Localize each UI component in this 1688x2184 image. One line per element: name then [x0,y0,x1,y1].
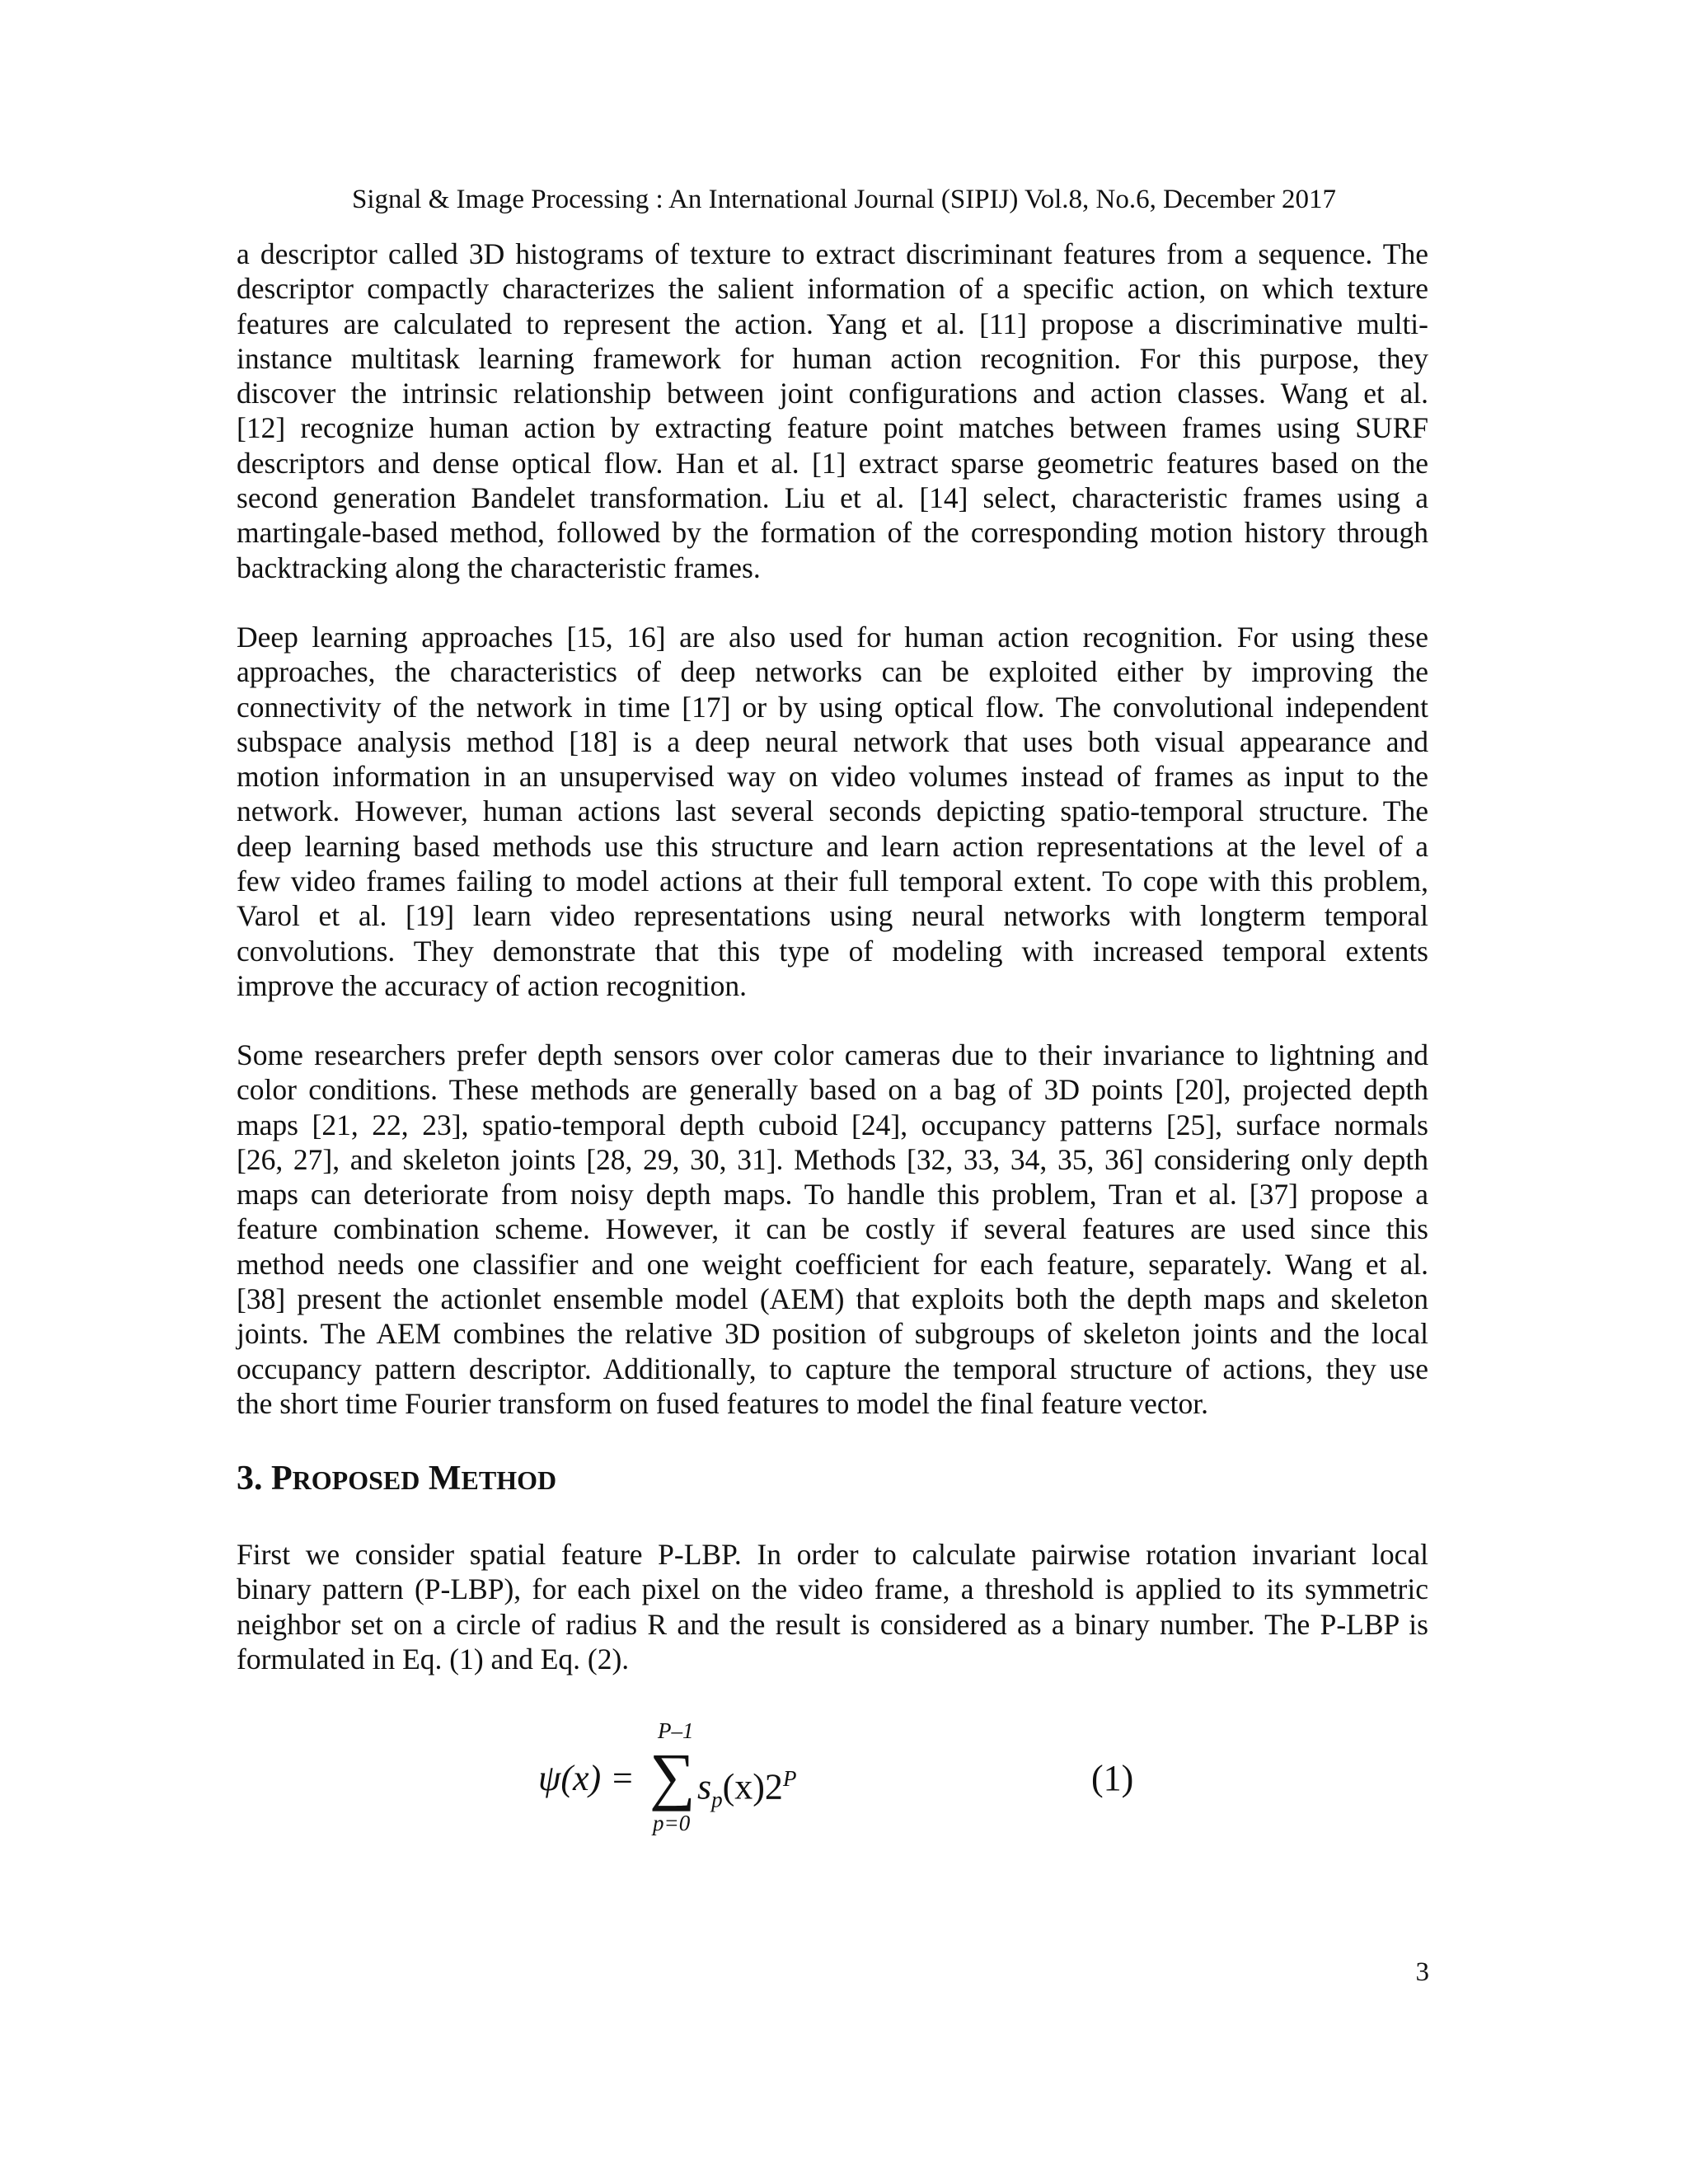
text-line: connectivity of the network in time [17] or by using optical flow. The convolutional independent [237,690,1428,724]
text-line: Deep learning approaches [15, 16] are also used for human action recognition. For using these [237,621,1428,654]
body-paragraph [237,620,1428,1003]
section-heading [237,1458,556,1501]
text-line: method needs one classifier and one weight coefficient for each feature, separately. Wang et al. [237,1247,1428,1281]
text-line: Varol et al. [19] learn video representations using neural networks with longterm temporal [237,899,1428,933]
text-line: second generation Bandelet transformation. Liu et al. [14] select, characteristic frames using a [237,481,1428,515]
text-line: motion information in an unsupervised way on video volumes instead of frames as input to the [237,760,1428,794]
equation-lhs [538,1758,635,1799]
text-line: improve the accuracy of action recognition. [237,968,748,1002]
text-line: convolutions. They demonstrate that this type of modeling with increased temporal extents [237,934,1428,968]
text-line: Some researchers prefer depth sensors over color cameras due to their invariance to lightning and [237,1038,1428,1071]
body-paragraph [237,1038,1428,1421]
text-line: descriptors and dense optical flow. Han et al. [1] extract sparse geometric features based on the [237,446,1428,480]
text-line: approaches, the characteristics of deep networks can be exploited either by improving the [237,655,1428,689]
text-line: features are calculated to represent the action. Yang et al. [11] propose a discriminative multi- [237,307,1428,340]
text-line: deep learning based methods use this structure and learn action representations at the level of a [237,829,1428,863]
text-line: discover the intrinsic relationship between joint configurations and action classes. Wang et al. [237,377,1428,410]
text-line: network. However, human actions last several seconds depicting spatio-temporal structure. The [237,794,1428,828]
heading-word-rest: ROPOSED [292,1465,420,1495]
equation-rhs [697,1758,796,1820]
text-line: backtracking along the characteristic frames. [237,551,761,584]
summation-symbol: ∑ [649,1740,696,1811]
text-line: the short time Fourier transform on fused features to model the final feature vector. [237,1386,1209,1420]
equation-number: (1) [1091,1758,1134,1798]
text-line: color conditions. These methods are generally based on a bag of 3D points [20], projected depth [237,1073,1428,1107]
equation-body [528,1718,857,1842]
text-line: subspace analysis method [18] is a deep neural network that uses both visual appearance and [237,724,1428,758]
text-line: [26, 27], and skeleton joints [28, 29, 30, 31]. Methods [32, 33, 34, 35, 36] considering only depth [237,1142,1428,1176]
term-arg: (x)2 [722,1766,783,1807]
term-subscript: p [711,1787,723,1812]
term-s: s [697,1766,712,1807]
text-line: feature combination scheme. However, it can be costly if several features are used since this [237,1212,1428,1246]
text-line: descriptor compactly characterizes the salient information of a specific action, on which texture [237,272,1428,306]
equation-1 [528,1718,1154,1842]
text-line: a descriptor called 3D histograms of texture to extract discriminant features from a sequence. The [237,237,1428,270]
text-line: joints. The AEM combines the relative 3D position of subgroups of skeleton joints and the local [237,1317,1428,1351]
text-line: maps can deteriorate from noisy depth maps. To handle this problem, Tran et al. [37] propose a [237,1178,1428,1212]
body-paragraph [237,1537,1428,1676]
text-line: binary pattern (P-LBP), for each pixel on the video frame, a threshold is applied to its symmetric [237,1572,1428,1606]
body-paragraph [237,237,1428,585]
text-line: few video frames failing to model actions at their full temporal extent. To cope with this problem, [237,865,1428,898]
text-line: occupancy pattern descriptor. Additionally, to capture the temporal structure of actions, they use [237,1352,1428,1385]
page-number: 3 [1415,1957,1429,1987]
text-line: instance multitask learning framework for human action recognition. For this purpose, they [237,341,1428,375]
heading-word-rest: ETHOD [461,1465,557,1495]
text-line: maps [21, 22, 23], spatio-temporal depth cuboid [24], occupancy patterns [25], surface normals [237,1108,1428,1141]
text-line: First we consider spatial feature P-LBP. In order to calculate pairwise rotation invariant local [237,1538,1428,1571]
text-line: [12] recognize human action by extracting feature point matches between frames using SURF [237,411,1428,445]
heading-word-cap: P [271,1460,293,1497]
section-number: 3. [237,1460,263,1497]
psi-symbol: ψ [538,1758,561,1798]
sum-lower-limit: p=0 [653,1811,691,1835]
text-line: martingale-based method, followed by the formation of the corresponding motion history through [237,516,1428,550]
heading-word-cap: M [428,1460,462,1497]
running-header: Signal & Image Processing : An International Journal (SIPIJ) Vol.8, No.6, December 2017 [352,185,1336,214]
term-superscript: P [782,1766,797,1791]
sum-upper-limit: P–1 [658,1718,694,1743]
equation-lhs-arg: (x) = [560,1758,635,1798]
text-line: formulated in Eq. (1) and Eq. (2). [237,1642,630,1675]
text-line: neighbor set on a circle of radius R and the result is considered as a binary number. The P-LBP is [237,1607,1428,1641]
text-line: [38] present the actionlet ensemble model (AEM) that exploits both the depth maps and skeleton [237,1282,1428,1316]
